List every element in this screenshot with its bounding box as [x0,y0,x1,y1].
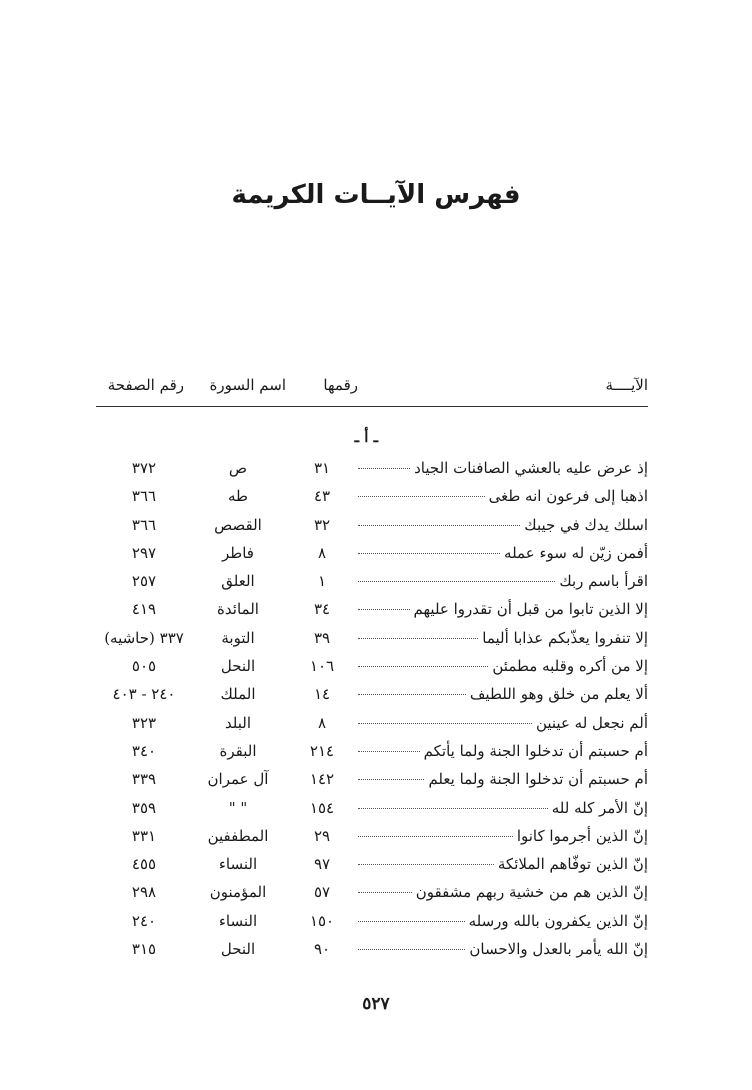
page-reference: ٣٦٦ [131,487,157,506]
ayah-cell [358,709,648,737]
ayah-cell [358,482,648,510]
ayah-cell [358,652,648,680]
ayah-text: إنّ الذين هم من خشية ربهم مشفقون [415,883,648,902]
ayah-text: إنّ الذين يكفرون بالله ورسله [468,911,648,930]
table-row [96,454,648,482]
table-row [96,511,648,539]
ayah-text: ألم نجعل له عينين [535,713,648,732]
ayah-cell [358,822,648,850]
ayah-text: إذ عرض عليه بالعشي الصافنات الجياد [414,459,648,477]
dot-leader [358,553,500,554]
ayah-text: إنّ الذين توفّاهم الملائكة [497,855,648,874]
ayah-number: ١ [317,572,327,591]
surah-name: النساء [218,911,258,930]
page-title: فهرس الآيــات الكريمة [231,180,521,210]
page-reference: ٢٤٠ - ٤٠٣ [112,685,176,704]
surah-name: العلق [221,572,255,591]
page-reference: ٣٦٦ [131,515,157,534]
ayah-cell [358,907,648,935]
column-header-ayah: الآيــــة [605,376,648,394]
ayah-cell [358,878,648,906]
surah-name: آل عمران [207,770,269,789]
ayah-text: إنّ الذين أجرموا كانوا [516,826,648,845]
dot-leader [358,836,513,837]
dot-leader [358,468,410,469]
dot-leader [358,808,548,809]
table-row [96,680,648,708]
dot-leader [358,751,420,752]
page-reference: ٣٤٠ [131,741,157,760]
ayah-cell [358,935,648,963]
ayah-number: ٨ [317,543,327,562]
dot-leader [358,694,466,695]
ayah-cell [358,567,648,595]
table-row [96,709,648,737]
surah-name: البلد [224,713,252,732]
ayah-text: اقرأ باسم ربك [559,572,648,591]
table-row [96,652,648,680]
ayah-number: ٩٠ [313,940,331,959]
surah-name: " " [228,798,248,817]
section-letter: ـ أ ـ [354,428,378,446]
ayah-number: ١٤ [313,685,331,704]
ayah-number: ٤٣ [313,487,331,506]
page-reference: ٥٠٥ [131,657,157,676]
dot-leader [358,581,555,582]
table-row [96,765,648,793]
dot-leader [358,921,465,922]
page-reference: ٣٣٩ [131,770,157,789]
ayah-cell [358,680,648,708]
ayah-number: ١٠٦ [309,657,335,676]
table-row [96,567,648,595]
ayah-text: إنّ الأمر كله لله [551,798,648,817]
ayah-number: ١٤٢ [309,770,335,789]
surah-name: فاطر [222,543,254,562]
table-header [96,376,648,406]
dot-leader [358,892,412,893]
page-reference: ٤١٩ [131,600,157,619]
dot-leader [358,666,488,667]
ayah-number: ٣٢ [313,515,331,534]
table-row [96,878,648,906]
table-row [96,624,648,652]
page-reference: ٣٥٩ [131,798,157,817]
table-row [96,907,648,935]
table-row [96,737,648,765]
ayah-number: ١٥٠ [309,911,335,930]
index-table [96,454,648,963]
ayah-number: ٣١ [313,459,331,477]
dot-leader [358,779,424,780]
column-header-surah: اسم السورة [209,376,286,394]
table-row [96,595,648,623]
surah-name: النساء [218,855,258,874]
dot-leader [358,949,465,950]
page-reference: ٤٥٥ [131,855,157,874]
surah-name: المؤمنون [209,883,267,902]
ayah-cell [358,737,648,765]
page-reference: ٢٩٧ [131,543,157,562]
dot-leader [358,525,520,526]
table-row [96,794,648,822]
ayah-cell [358,454,648,482]
page-number: ٥٢٧ [362,994,390,1014]
ayah-cell [358,794,648,822]
ayah-text: أفمن زيّن له سوء عمله [504,543,648,562]
ayah-cell [358,850,648,878]
page-reference: ٢٩٨ [131,883,157,902]
surah-name: الملك [220,685,256,704]
surah-name: التوبة [221,628,255,647]
page-reference: ٢٥٧ [131,572,157,591]
ayah-cell [358,511,648,539]
ayah-text: إنّ الله يأمر بالعدل والاحسان [469,940,648,959]
surah-name: النحل [220,940,256,959]
ayah-text: اسلك يدك في جيبك [524,515,648,534]
page-reference: ٢٤٠ [131,911,157,930]
column-header-number: رقمها [323,376,358,394]
ayah-number: ٩٧ [313,855,331,874]
ayah-cell [358,595,648,623]
ayah-number: ٣٤ [313,600,331,619]
surah-name: المطففين [207,826,269,845]
table-row [96,539,648,567]
ayah-text: إلا من أكره وقلبه مطمئن [492,657,648,676]
surah-name: طه [228,487,248,506]
dot-leader [358,864,494,865]
surah-name: البقرة [219,741,257,760]
ayah-cell [358,624,648,652]
dot-leader [358,609,410,610]
ayah-number: ٥٧ [313,883,331,902]
ayah-text: أم حسبتم أن تدخلوا الجنة ولما يأتكم [423,741,648,760]
table-row [96,482,648,510]
ayah-text: إلا الذين تابوا من قبل أن تقدروا عليهم [413,600,648,619]
ayah-number: ٣٩ [313,628,331,647]
surah-name: ص [228,459,248,477]
ayah-cell [358,539,648,567]
page-reference: ٣٣١ [131,826,157,845]
ayah-number: ٢٩ [313,826,331,845]
page-reference: ٣٧٢ [131,459,157,477]
ayah-number: ٨ [317,713,327,732]
surah-name: القصص [214,515,262,534]
ayah-text: إلا تنفروا يعذّبكم عذابا أليما [482,628,648,647]
surah-name: المائدة [217,600,259,619]
header-divider [96,406,648,407]
page-reference: ٣٣٧ (حاشيه) [104,628,184,647]
table-row [96,935,648,963]
ayah-number: ١٥٤ [309,798,335,817]
table-row [96,822,648,850]
dot-leader [358,638,478,639]
dot-leader [358,723,532,724]
column-header-page: رقم الصفحة [107,376,184,394]
ayah-text: اذهبا إلى فرعون انه طغى [488,487,648,506]
table-row [96,850,648,878]
surah-name: النحل [220,657,256,676]
ayah-number: ٢١٤ [309,741,335,760]
ayah-text: ألا يعلم من خلق وهو اللطيف [469,685,648,704]
ayah-text: أم حسبتم أن تدخلوا الجنة ولما يعلم [428,770,648,789]
page-reference: ٣١٥ [131,940,157,959]
dot-leader [358,496,485,497]
ayah-cell [358,765,648,793]
page-reference: ٣٢٣ [131,713,157,732]
